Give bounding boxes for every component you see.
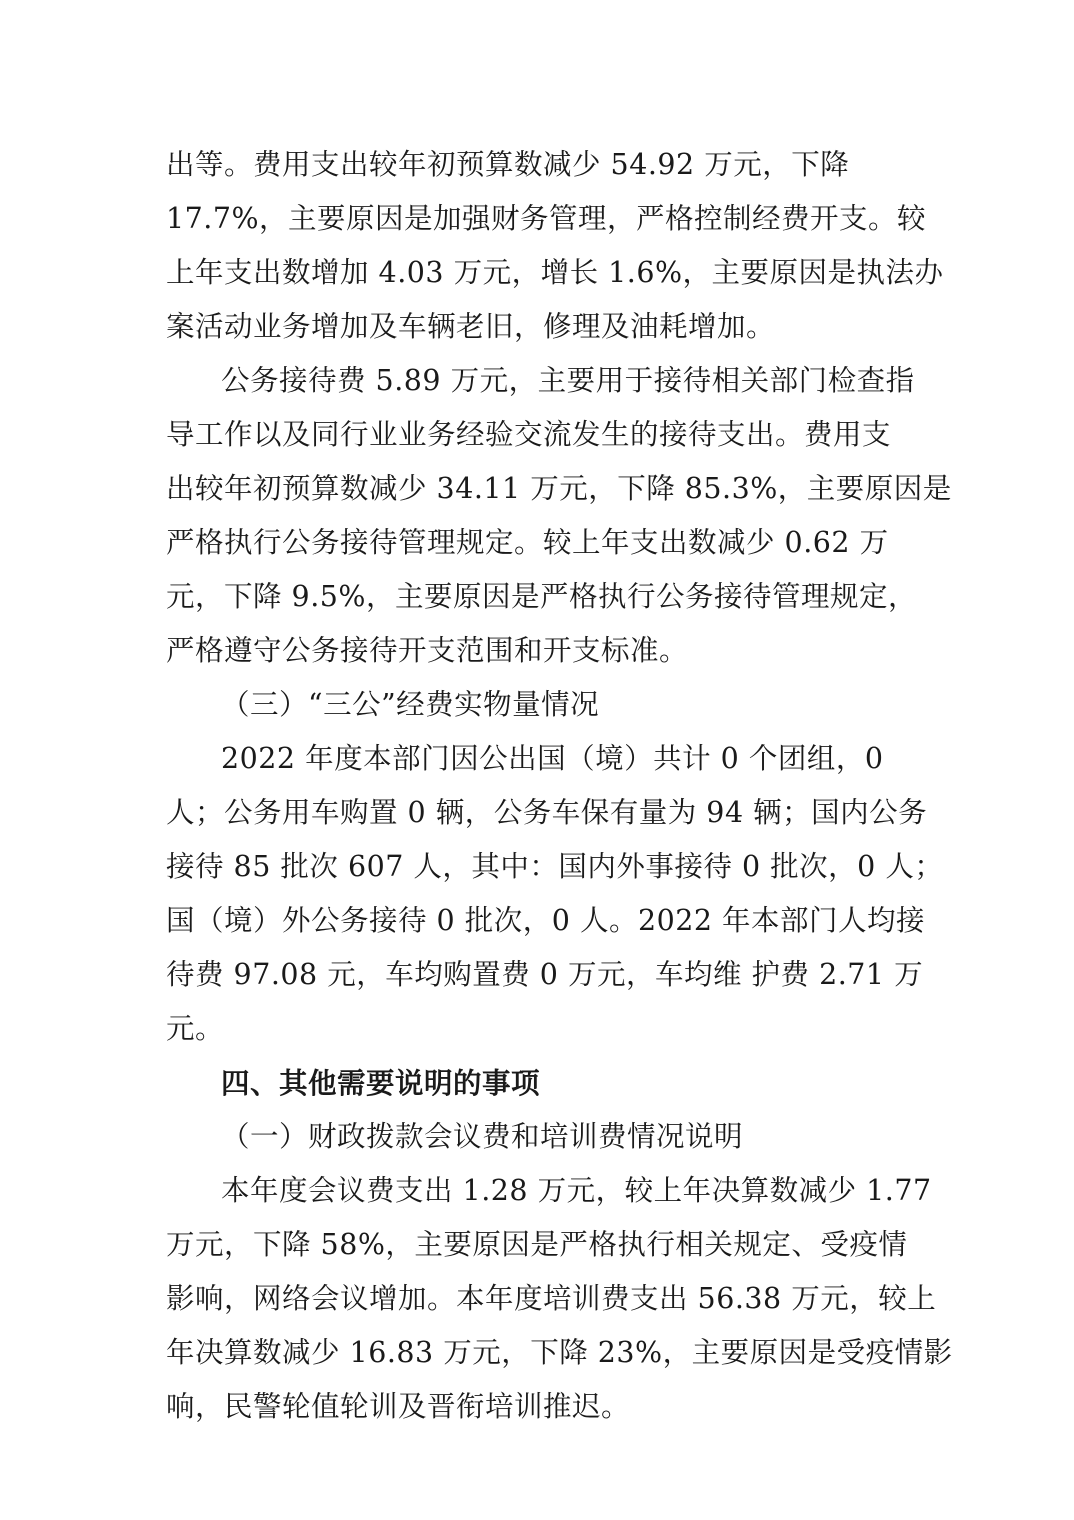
text-line: 人；公务用车购置 0 辆，公务车保有量为 94 辆；国内公务: [166, 796, 928, 829]
paragraph-physical-quantities: [166, 732, 944, 1056]
text-line: 万元，下降 58%，主要原因是严格执行相关规定、受疫情: [166, 1228, 908, 1261]
heading-text: 四、其他需要说明的事项: [221, 1066, 541, 1100]
text-line: 接待 85 批次 607 人，其中：国内外事接待 0 批次，0 人；: [166, 850, 944, 883]
document-page: [166, 138, 953, 1434]
text-line: 响，民警轮值轮训及晋衔培训推迟。: [166, 1390, 631, 1423]
subheading-text: （三）“三公”经费实物量情况: [221, 688, 600, 721]
paragraph-vehicle-expense-continued: [166, 138, 944, 354]
text-line: 导工作以及同行业业务经验交流发生的接待支出。费用支: [166, 418, 892, 451]
text-line: 2022 年度本部门因公出国（境）共计 0 个团组，0: [221, 742, 884, 775]
text-line: 年决算数减少 16.83 万元，下降 23%，主要原因是受疫情影: [166, 1336, 953, 1369]
text-line: 严格遵守公务接待开支范围和开支标准。: [166, 634, 689, 667]
text-line: 公务接待费 5.89 万元，主要用于接待相关部门检查指: [221, 364, 915, 397]
section-heading-other-matters: [166, 1056, 911, 1110]
text-line: 案活动业务增加及车辆老旧，修理及油耗增加。: [166, 310, 776, 343]
subheading-text: （一）财政拨款会议费和培训费情况说明: [221, 1120, 744, 1153]
section-subheading-three-public-quantities: [166, 678, 911, 732]
paragraph-meeting-training-expense: [166, 1164, 953, 1434]
text-line: 17.7%，主要原因是加强财务管理，严格控制经费开支。较: [166, 202, 927, 235]
section-subheading-meeting-training: [166, 1110, 911, 1164]
text-line: 影响，网络会议增加。本年度培训费支出 56.38 万元，较上: [166, 1282, 937, 1315]
text-line: 待费 97.08 元，车均购置费 0 万元，车均维 护费 2.71 万: [166, 958, 924, 991]
paragraph-reception-expense: [166, 354, 952, 678]
text-line: 本年度会议费支出 1.28 万元，较上年决算数减少 1.77: [221, 1174, 932, 1207]
text-line: 国（境）外公务接待 0 批次，0 人。2022 年本部门人均接: [166, 904, 926, 937]
text-line: 出较年初预算数减少 34.11 万元，下降 85.3%，主要原因是: [166, 472, 952, 505]
text-line: 严格执行公务接待管理规定。较上年支出数减少 0.62 万: [166, 526, 889, 559]
text-line: 元，下降 9.5%，主要原因是严格执行公务接待管理规定，: [166, 580, 917, 613]
text-line: 上年支出数增加 4.03 万元，增长 1.6%，主要原因是执法办: [166, 256, 944, 289]
text-line: 元。: [166, 1012, 225, 1045]
text-line: 出等。费用支出较年初预算数减少 54.92 万元，下降: [166, 148, 850, 181]
